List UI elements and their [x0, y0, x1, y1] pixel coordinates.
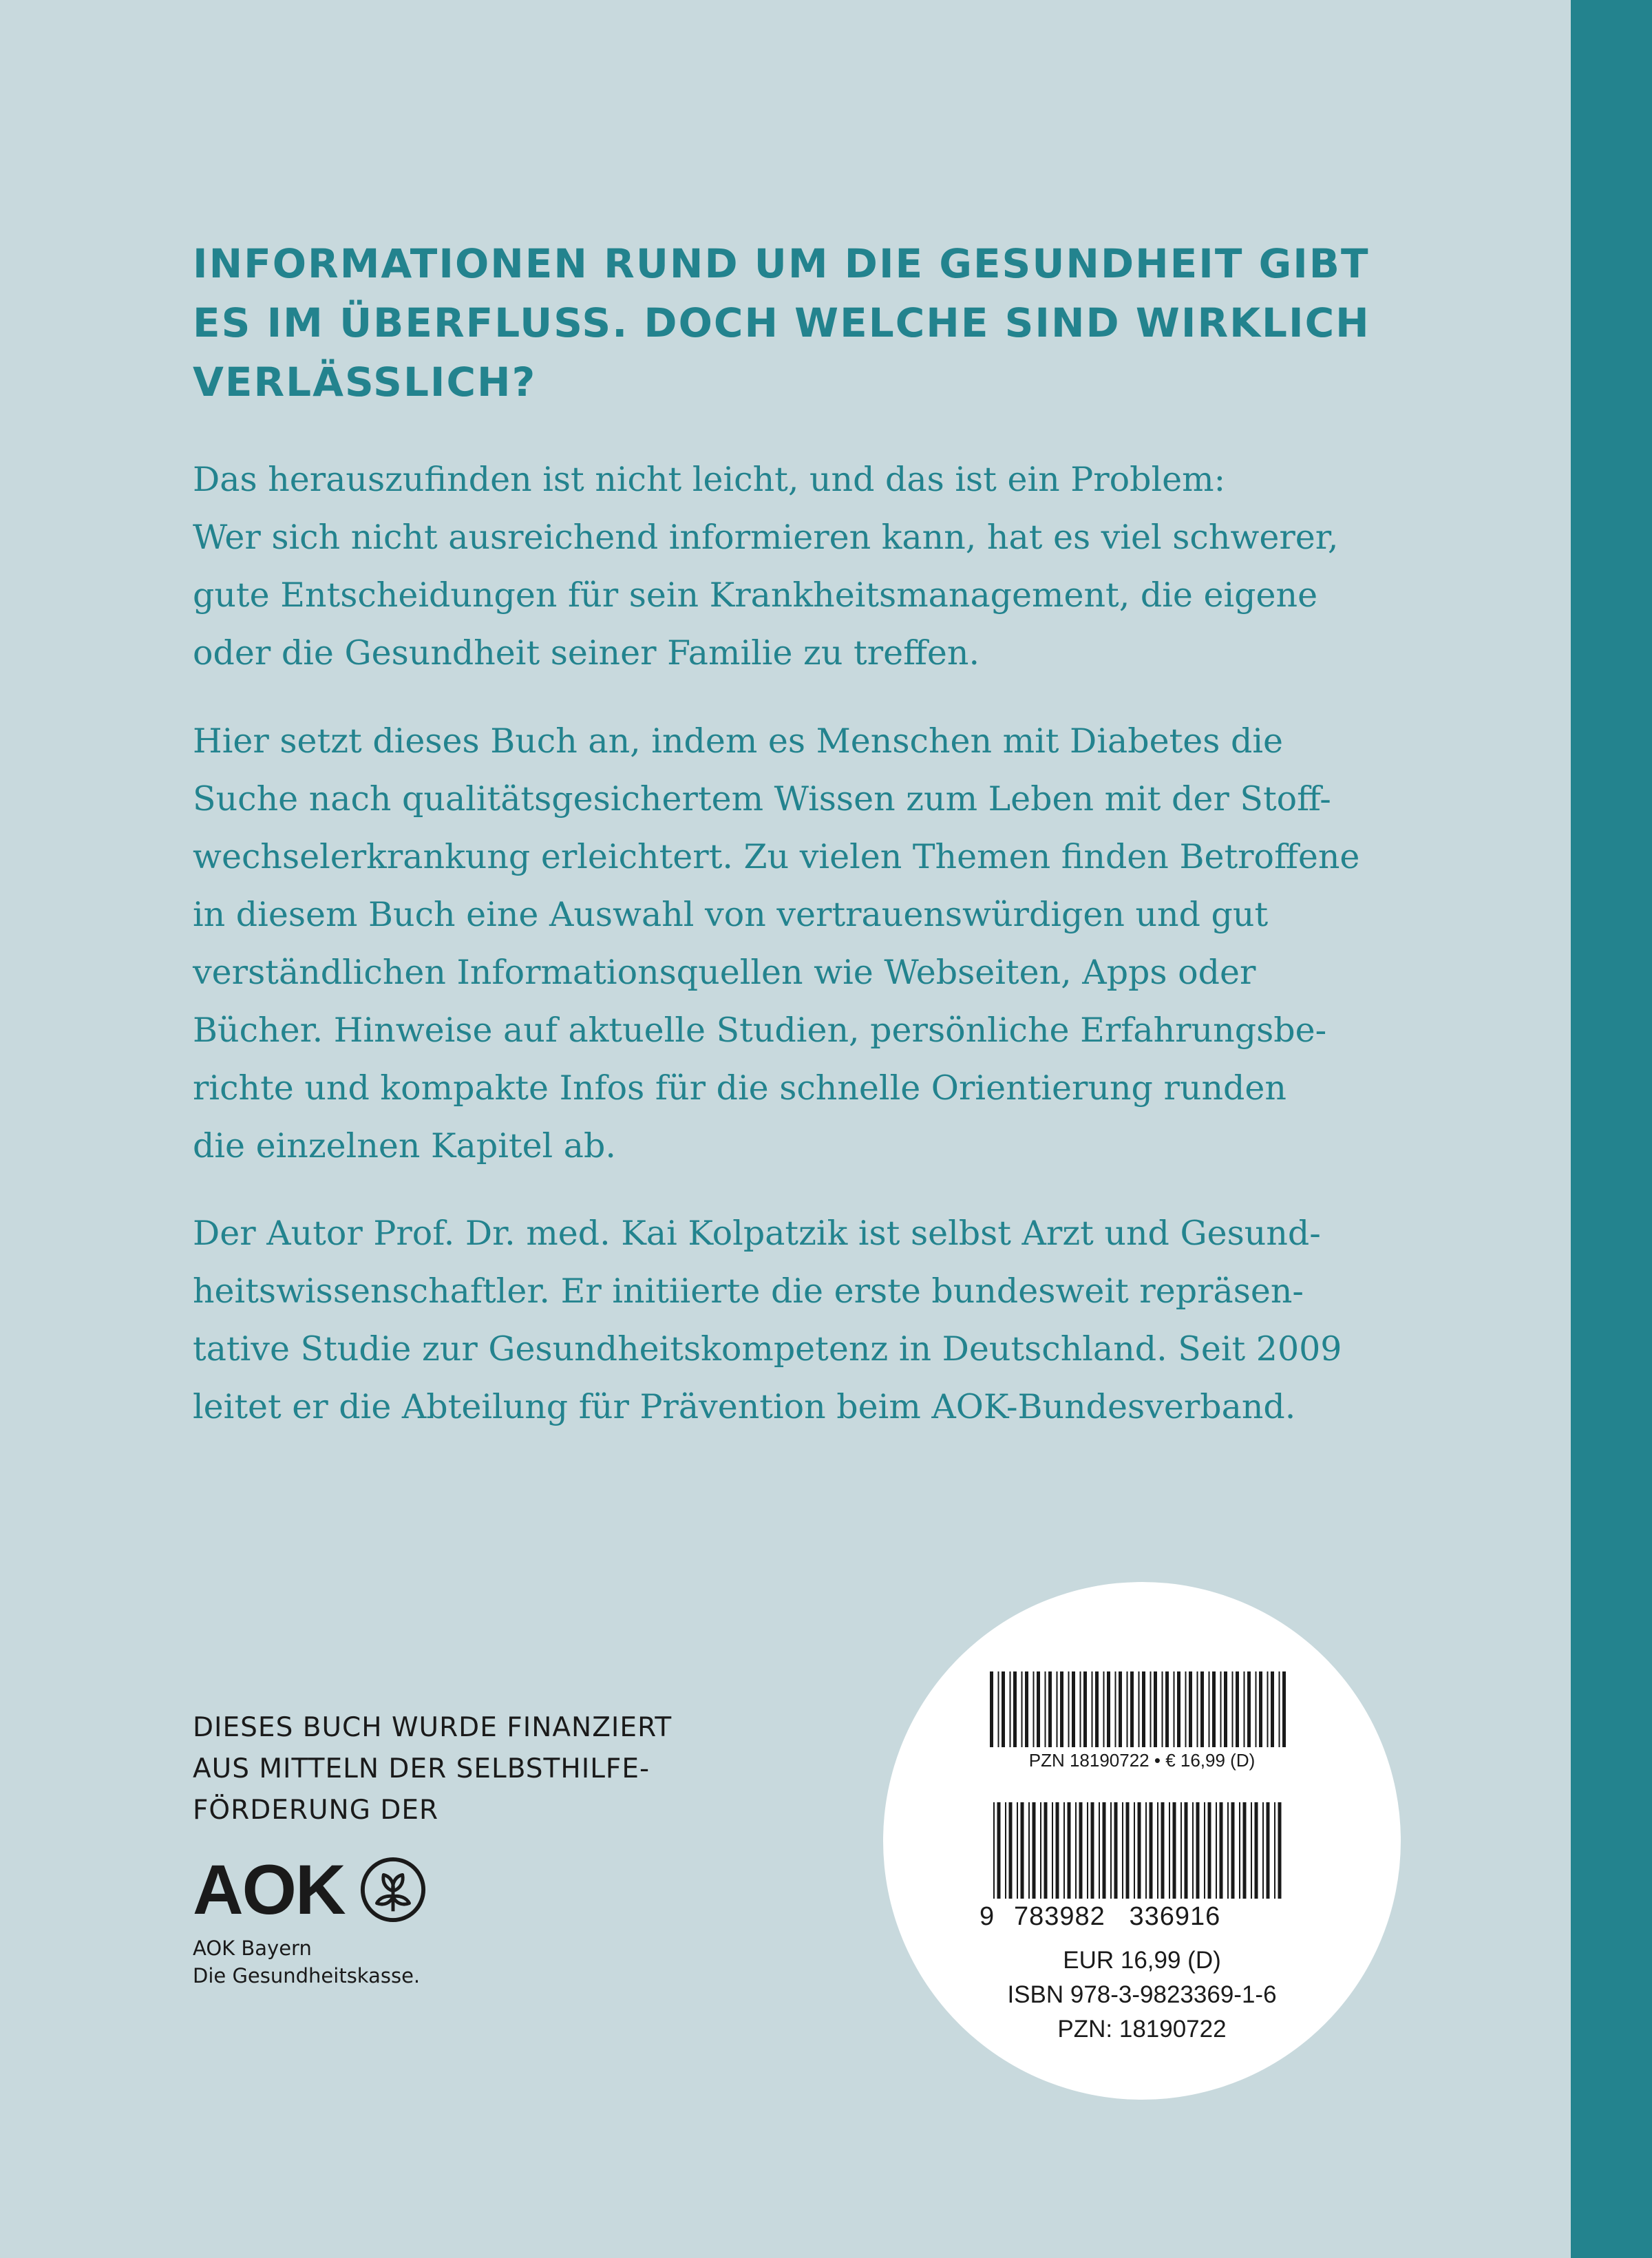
paragraph-line: gute Entscheidungen für sein Krankheitsmanagement, die eigene: [193, 576, 1318, 615]
barcode-bar: [1103, 1671, 1105, 1747]
barcode-bar: [1002, 1671, 1005, 1747]
barcode-bar: [993, 1802, 995, 1899]
headline-line: INFORMATIONEN RUND UM DIE GESUNDHEIT GIBT: [193, 240, 1370, 287]
barcode-bar: [1239, 1802, 1240, 1899]
price-info: [883, 1943, 1401, 2047]
barcode-bar: [997, 1802, 1001, 1899]
barcode-bar: [1279, 1671, 1280, 1747]
barcode-bar: [1103, 1802, 1106, 1899]
barcode-bar: [1255, 1802, 1258, 1899]
barcode-bar: [1216, 1802, 1217, 1899]
barcode-bar: [1185, 1671, 1187, 1747]
barcode-bar: [1271, 1671, 1274, 1747]
barcode-bar: [1115, 1671, 1116, 1747]
barcode-bar: [1180, 1802, 1182, 1899]
barcode-bar: [1068, 1671, 1070, 1747]
barcode-bar: [1278, 1802, 1282, 1899]
barcode-bar: [1236, 1671, 1239, 1747]
cover-spine-strip: [1571, 0, 1652, 2258]
pzn-barcode: [990, 1671, 1286, 1747]
body-paragraph-intro: [193, 451, 1473, 682]
price-sticker: [883, 1582, 1401, 2100]
barcode-bar: [1267, 1671, 1269, 1747]
pzn-line: PZN: 18190722: [1057, 2016, 1227, 2043]
barcode-bar: [1052, 1802, 1053, 1899]
barcode-bar: [1107, 1671, 1110, 1747]
paragraph-line: Suche nach qualitätsgesichertem Wissen zum Leben mit der Stoff-: [193, 779, 1331, 819]
barcode-bar: [1165, 1671, 1169, 1747]
barcode-bar: [1231, 1802, 1235, 1899]
isbn-line: ISBN 978-3-9823369-1-6: [1007, 1981, 1277, 2008]
paragraph-line: verständlichen Informationsquellen wie Webseiten, Apps oder: [193, 953, 1256, 992]
barcode-bar: [1208, 1802, 1211, 1899]
barcode-bar: [1087, 1802, 1088, 1899]
barcode-bar: [1274, 1802, 1275, 1899]
aok-subtitle: [193, 1934, 420, 1990]
barcode-bar: [1174, 1671, 1175, 1747]
tree-emblem-icon: [359, 1856, 427, 1923]
paragraph-line: richte und kompakte Infos für die schnelle Orientierung runden: [193, 1068, 1286, 1108]
barcode-bar: [1161, 1802, 1165, 1899]
barcode-bar: [1072, 1671, 1075, 1747]
funding-line: AUS MITTELN DER SELBSTHILFE-: [193, 1753, 650, 1784]
barcode-bar: [1122, 1802, 1123, 1899]
barcode-bar: [1119, 1671, 1122, 1747]
body-paragraph-book: [193, 713, 1473, 1175]
paragraph-line: tative Studie zur Gesundheitskompetenz in Deutschland. Seit 2009: [193, 1329, 1342, 1369]
barcode-bar: [1021, 1802, 1024, 1899]
paragraph-line: leitet er die Abteilung für Prävention beim AOK-Bundesverband.: [193, 1387, 1296, 1426]
barcode-bar: [1037, 1671, 1040, 1747]
aok-logo-text: AOK: [193, 1850, 345, 1929]
barcode-bar: [1173, 1802, 1176, 1899]
barcode-bar: [1150, 1802, 1153, 1899]
barcode-bar: [1021, 1671, 1023, 1747]
barcode-bar: [1244, 1671, 1245, 1747]
barcode-bar: [1262, 1802, 1264, 1899]
barcode-bar: [1256, 1671, 1257, 1747]
paragraph-line: wechselerkrankung erleichtert. Zu vielen Themen finden Betroffene: [193, 837, 1360, 876]
cover-headline: [193, 234, 1432, 412]
barcode-bar: [1200, 1671, 1204, 1747]
barcode-bar: [1134, 1802, 1135, 1899]
barcode-bar: [1251, 1802, 1252, 1899]
aok-logo: [193, 1852, 434, 1928]
barcode-bar: [1209, 1671, 1210, 1747]
headline-line: ES IM ÜBERFLUSS. DOCH WELCHE SIND WIRKLICH: [193, 299, 1370, 346]
barcode-bar: [1224, 1671, 1227, 1747]
funding-line: FÖRDERUNG DER: [193, 1795, 439, 1826]
barcode-bar: [1095, 1671, 1099, 1747]
paragraph-line: in diesem Buch eine Auswahl von vertrauenswürdigen und gut: [193, 895, 1269, 934]
barcode-bar: [1227, 1802, 1229, 1899]
barcode-bar: [1162, 1671, 1163, 1747]
barcode-bar: [1150, 1671, 1152, 1747]
barcode-bar: [1196, 1802, 1200, 1899]
barcode-bar: [1243, 1802, 1247, 1899]
barcode-bar: [1044, 1802, 1048, 1899]
barcode-bar: [1056, 1802, 1059, 1899]
barcode-bar: [1005, 1802, 1006, 1899]
barcode-bar: [1127, 1671, 1128, 1747]
barcode-bar: [1282, 1671, 1286, 1747]
barcode-bar: [1204, 1802, 1205, 1899]
barcode-bar: [1197, 1671, 1198, 1747]
body-paragraph-author: [193, 1205, 1473, 1436]
price-line: EUR 16,99 (D): [1063, 1947, 1221, 1974]
isbn-digits-left: 783982: [1014, 1902, 1105, 1931]
barcode-bar: [1212, 1671, 1216, 1747]
barcode-bar: [1185, 1802, 1188, 1899]
barcode-bar: [1189, 1671, 1192, 1747]
barcode-bar: [1068, 1802, 1071, 1899]
barcode-bar: [1099, 1802, 1100, 1899]
barcode-bar: [1040, 1802, 1041, 1899]
barcode-bar: [1083, 1671, 1087, 1747]
barcode-bar: [1080, 1671, 1081, 1747]
paragraph-line: heitswissenschaftler. Er initiierte die erste bundesweit repräsen-: [193, 1272, 1304, 1311]
barcode-bar: [1045, 1671, 1046, 1747]
barcode-bar: [1017, 1802, 1018, 1899]
paragraph-line: Das herauszufinden ist nicht leicht, und das ist ein Problem:: [193, 460, 1226, 499]
barcode-bar: [1110, 1802, 1112, 1899]
barcode-bar: [1063, 1802, 1065, 1899]
paragraph-line: Wer sich nicht ausreichend informieren kann, hat es viel schwerer,: [193, 518, 1339, 557]
paragraph-line: die einzelnen Kapitel ab.: [193, 1126, 616, 1165]
barcode-bar: [1169, 1802, 1170, 1899]
funding-notice: [193, 1707, 672, 1831]
barcode-bar: [1145, 1802, 1147, 1899]
barcode-bar: [1138, 1802, 1141, 1899]
paragraph-line: Hier setzt dieses Buch an, indem es Menschen mit Diabetes die: [193, 721, 1284, 761]
barcode-bar: [1267, 1802, 1270, 1899]
barcode-bar: [1033, 1671, 1035, 1747]
isbn-digits-right: 336916: [1129, 1902, 1221, 1931]
barcode-bar: [1232, 1671, 1233, 1747]
barcode-bar: [1142, 1671, 1145, 1747]
barcode-bar: [1192, 1802, 1194, 1899]
barcode-bar: [1220, 1802, 1223, 1899]
barcode-bar: [1091, 1802, 1094, 1899]
barcode-bar: [1057, 1671, 1058, 1747]
paragraph-line: Der Autor Prof. Dr. med. Kai Kolpatzik ist selbst Arzt und Gesund-: [193, 1214, 1321, 1253]
funding-line: DIESES BUCH WURDE FINANZIERT: [193, 1712, 673, 1743]
barcode-bar: [1130, 1671, 1134, 1747]
barcode-bar: [1157, 1802, 1158, 1899]
barcode-bar: [1154, 1671, 1157, 1747]
barcode-bar: [1177, 1671, 1180, 1747]
barcode-bar: [1025, 1671, 1028, 1747]
barcode-bar: [1126, 1802, 1130, 1899]
barcode-bar: [1013, 1671, 1017, 1747]
barcode-bar: [990, 1671, 993, 1747]
barcode-bar: [1079, 1802, 1083, 1899]
aok-region: AOK Bayern: [193, 1937, 312, 1960]
barcode-bar: [1009, 1802, 1013, 1899]
barcode-bar: [998, 1671, 999, 1747]
barcode-bar: [1048, 1671, 1052, 1747]
barcode-bar: [1032, 1802, 1036, 1899]
barcode-bar: [1060, 1671, 1063, 1747]
barcode-bar: [1092, 1671, 1093, 1747]
barcode-bar: [1139, 1671, 1140, 1747]
barcode-bar: [1028, 1802, 1030, 1899]
aok-slogan: Die Gesundheitskasse.: [193, 1964, 421, 1987]
paragraph-line: Bücher. Hinweise auf aktuelle Studien, persönliche Erfahrungsbe-: [193, 1011, 1327, 1050]
headline-line: VERLÄSSLICH?: [193, 359, 537, 405]
barcode-bar: [1220, 1671, 1222, 1747]
barcode-bar: [1247, 1671, 1251, 1747]
barcode-bar: [1259, 1671, 1262, 1747]
pzn-caption: PZN 18190722 • € 16,99 (D): [1028, 1750, 1256, 1771]
barcode-bar: [1010, 1671, 1011, 1747]
isbn-digit-first: 9: [979, 1902, 995, 1931]
barcode-bar: [1114, 1802, 1118, 1899]
paragraph-line: oder die Gesundheit seiner Familie zu treffen.: [193, 633, 980, 673]
barcode-bar: [1075, 1802, 1077, 1899]
isbn-barcode-digits: [979, 1902, 1296, 1932]
isbn-barcode: [993, 1802, 1282, 1899]
